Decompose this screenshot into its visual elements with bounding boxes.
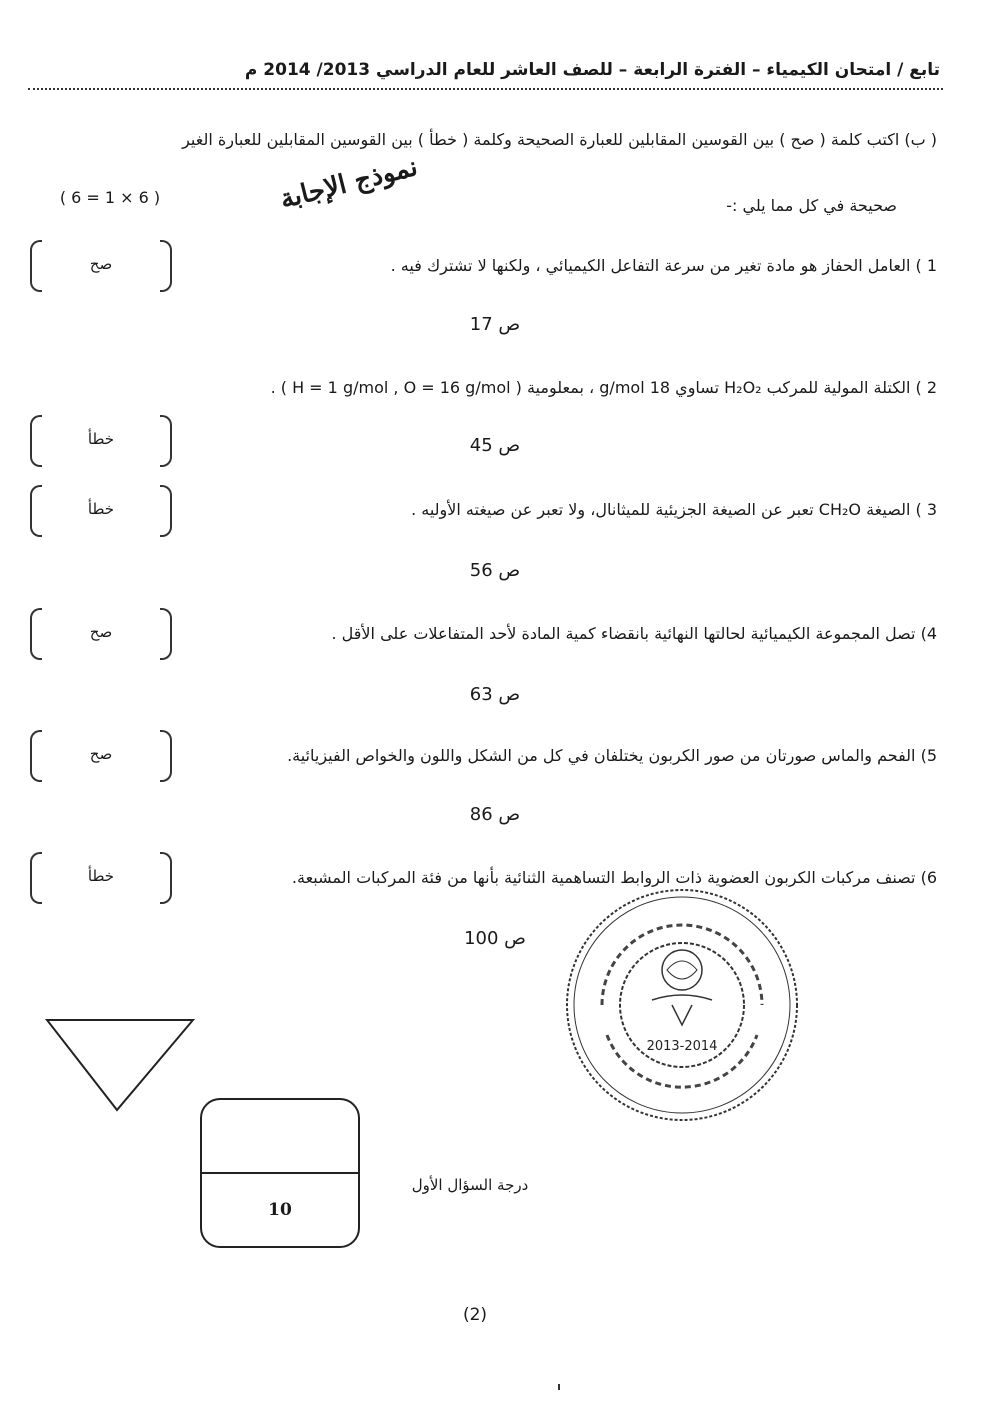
- header-divider: [28, 88, 943, 90]
- grade-value: 10: [268, 1200, 292, 1220]
- answer-2: خطأ: [87, 430, 115, 448]
- answer-box-1: [30, 240, 172, 288]
- statement-3: 3 ) الصيغة CH₂O تعبر عن الصيغة الجزيئية للميثانال، ولا تعبر عن صيغته الأوليه .: [411, 500, 937, 519]
- page-number: (2): [462, 1305, 488, 1325]
- official-seal-icon: [562, 885, 802, 1125]
- bracket-left: [30, 485, 42, 537]
- bracket-left: [30, 608, 42, 660]
- answer-4: صح: [89, 623, 113, 641]
- statement-4: 4) تصل المجموعة الكيميائية لحالتها النهائية بانقضاء كمية المادة لأحد المتفاعلات على الأقل .: [331, 624, 937, 643]
- statement-5: 5) الفحم والماس صورتان من صور الكربون يختلفان في كل من الشكل واللون والخواص الفيزيائية.: [287, 746, 937, 765]
- score-formula: ( 6 = 1 × 6 ): [59, 188, 161, 207]
- answer-model-stamp: نموذج الإجابة: [277, 151, 421, 215]
- bracket-right: [160, 485, 172, 537]
- instruction-line-2: صحيحة في كل مما يلي :-: [726, 196, 897, 215]
- answer-6: خطأ: [87, 867, 115, 885]
- page-ref-4: ص 63: [469, 684, 521, 705]
- grade-box: [200, 1098, 360, 1248]
- bracket-right: [160, 730, 172, 782]
- answer-5: صح: [89, 745, 113, 763]
- bracket-right: [160, 240, 172, 292]
- answer-box-3: [30, 485, 172, 533]
- answer-box-5: [30, 730, 172, 778]
- bracket-left: [30, 730, 42, 782]
- bracket-right: [160, 608, 172, 660]
- statement-2: 2 ) الكتلة المولية للمركب H₂O₂ تساوي 18 g/mol ، بمعلومية ( H = 1 g/mol , O = 16 g/mol ) .: [270, 378, 937, 397]
- statement-6: 6) تصنف مركبات الكربون العضوية ذات الروابط التساهمية الثنائية بأنها من فئة المركبات المشبعة.: [291, 868, 937, 887]
- seal-years: 2013-2014: [646, 1039, 718, 1054]
- exam-header: تابع / امتحان الكيمياء – الفترة الرابعة – للصف العاشر للعام الدراسي 2013/ 2014 م: [244, 60, 940, 80]
- answer-1: صح: [89, 255, 113, 273]
- triangle-shape: [45, 1018, 195, 1114]
- bracket-right: [160, 415, 172, 467]
- page-ref-5: ص 86: [469, 804, 521, 825]
- answer-box-6: [30, 852, 172, 900]
- page-ref-6: ص 100: [464, 928, 526, 949]
- page-ref-1: ص 17: [469, 314, 521, 335]
- answer-box-2: [30, 415, 172, 463]
- page-ref-2: ص 45: [469, 435, 521, 456]
- answer-3: خطأ: [87, 500, 115, 518]
- grade-divider: [202, 1172, 358, 1174]
- bracket-left: [30, 852, 42, 904]
- scan-mark: [558, 1384, 560, 1390]
- bracket-left: [30, 415, 42, 467]
- bracket-right: [160, 852, 172, 904]
- instruction-line-1: ( ب) اكتب كلمة ( صح ) بين القوسين المقابلين للعبارة الصحيحة وكلمة ( خطأ ) بين القوسين المقابلين للعبارة الغير: [182, 130, 937, 149]
- bracket-left: [30, 240, 42, 292]
- page-ref-3: ص 56: [469, 560, 521, 581]
- answer-box-4: [30, 608, 172, 656]
- statement-1: 1 ) العامل الحفاز هو مادة تغير من سرعة التفاعل الكيميائي ، ولكنها لا تشترك فيه .: [390, 256, 937, 275]
- grade-label: درجة السؤال الأول: [411, 1176, 529, 1194]
